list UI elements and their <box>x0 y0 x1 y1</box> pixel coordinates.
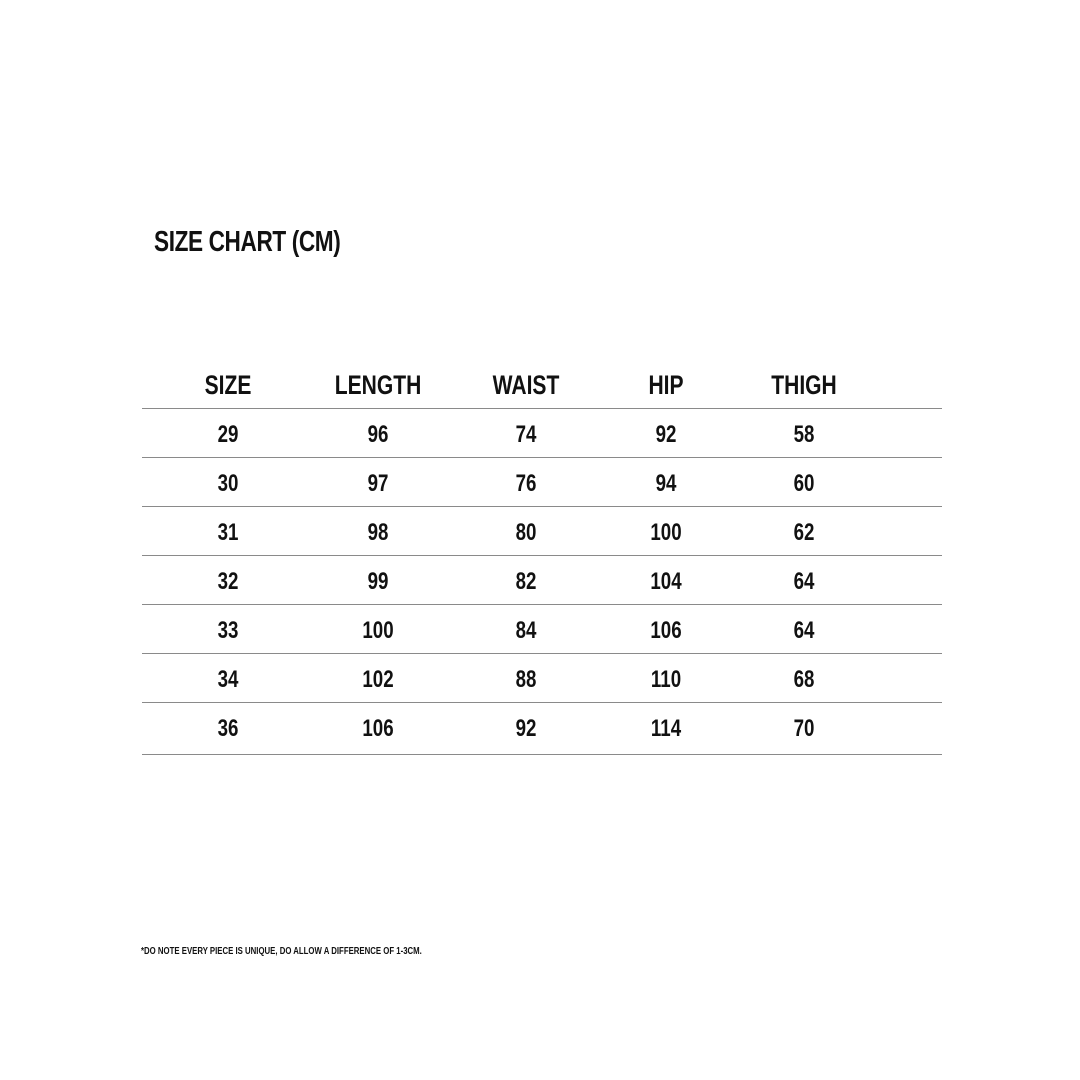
column-header-thigh: THIGH <box>771 370 837 400</box>
table-row <box>142 703 942 755</box>
table-row <box>142 556 942 605</box>
cell-waist: 88 <box>515 666 537 693</box>
cell-waist: 76 <box>515 470 537 497</box>
cell-waist: 92 <box>515 715 537 742</box>
cell-thigh: 70 <box>793 715 815 742</box>
cell-length: 99 <box>367 568 389 595</box>
cell-thigh: 68 <box>793 666 815 693</box>
cell-hip: 94 <box>655 470 677 497</box>
cell-hip: 100 <box>650 519 682 546</box>
cell-thigh: 64 <box>793 617 815 644</box>
cell-length: 102 <box>362 666 394 693</box>
column-header-size: SIZE <box>204 370 252 400</box>
cell-size: 36 <box>217 715 239 742</box>
cell-length: 96 <box>367 421 389 448</box>
cell-length: 98 <box>367 519 389 546</box>
table-row <box>142 409 942 458</box>
cell-thigh: 62 <box>793 519 815 546</box>
table-row <box>142 654 942 703</box>
cell-waist: 82 <box>515 568 537 595</box>
cell-size: 29 <box>217 421 239 448</box>
column-header-waist: WAIST <box>492 370 560 400</box>
cell-size: 33 <box>217 617 239 644</box>
table-row <box>142 507 942 556</box>
column-header-hip: HIP <box>648 370 684 400</box>
column-header-length: LENGTH <box>334 370 422 400</box>
cell-size: 30 <box>217 470 239 497</box>
cell-thigh: 60 <box>793 470 815 497</box>
table-row <box>142 605 942 654</box>
cell-size: 32 <box>217 568 239 595</box>
footnote: *DO NOTE EVERY PIECE IS UNIQUE, DO ALLOW A DIFFERENCE OF 1-3CM. <box>141 946 422 957</box>
cell-thigh: 58 <box>793 421 815 448</box>
cell-waist: 80 <box>515 519 537 546</box>
table-row <box>142 458 942 507</box>
cell-length: 97 <box>367 470 389 497</box>
cell-size: 31 <box>217 519 239 546</box>
cell-thigh: 64 <box>793 568 815 595</box>
cell-waist: 74 <box>515 421 537 448</box>
table-header-row <box>142 360 942 409</box>
cell-size: 34 <box>217 666 239 693</box>
cell-waist: 84 <box>515 617 537 644</box>
cell-length: 106 <box>362 715 394 742</box>
cell-hip: 104 <box>650 568 682 595</box>
size-table <box>142 360 942 755</box>
cell-hip: 106 <box>650 617 682 644</box>
cell-hip: 110 <box>650 666 682 693</box>
page-title: SIZE CHART (CM) <box>154 226 341 258</box>
cell-hip: 92 <box>655 421 677 448</box>
cell-length: 100 <box>362 617 394 644</box>
cell-hip: 114 <box>650 715 682 742</box>
